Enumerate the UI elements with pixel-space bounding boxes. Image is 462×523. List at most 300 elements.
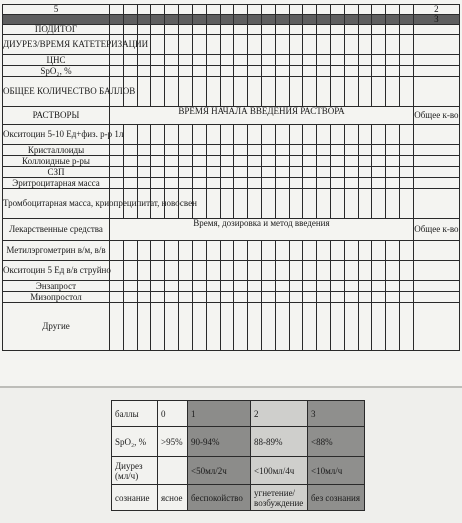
grid-cell[interactable] xyxy=(248,55,262,66)
grid-cell[interactable] xyxy=(110,145,124,156)
grid-cell[interactable] xyxy=(303,35,317,55)
grid-cell[interactable] xyxy=(137,145,151,156)
grid-cell[interactable] xyxy=(234,55,248,66)
grid-cell[interactable] xyxy=(179,292,193,303)
grid-cell[interactable] xyxy=(110,292,124,303)
grid-cell[interactable] xyxy=(317,261,331,281)
grid-cell[interactable] xyxy=(358,167,372,178)
grid-cell[interactable] xyxy=(289,25,303,35)
grid-cell[interactable] xyxy=(261,178,275,189)
grid-cell[interactable] xyxy=(358,145,372,156)
total-cell[interactable] xyxy=(413,189,459,219)
grid-cell[interactable] xyxy=(234,292,248,303)
grid-cell[interactable] xyxy=(317,55,331,66)
total-cell[interactable] xyxy=(413,167,459,178)
grid-cell[interactable] xyxy=(248,35,262,55)
total-cell[interactable] xyxy=(413,35,459,55)
grid-cell[interactable] xyxy=(123,25,137,35)
grid-cell[interactable] xyxy=(275,125,289,145)
grid-cell[interactable] xyxy=(303,241,317,261)
grid-cell[interactable] xyxy=(275,292,289,303)
grid-cell[interactable] xyxy=(358,55,372,66)
grid-cell[interactable] xyxy=(192,156,206,167)
grid-cell[interactable] xyxy=(234,281,248,292)
grid-cell[interactable] xyxy=(192,145,206,156)
grid-cell[interactable] xyxy=(275,55,289,66)
grid-cell[interactable] xyxy=(179,77,193,107)
grid-cell[interactable] xyxy=(303,178,317,189)
grid-cell[interactable] xyxy=(192,77,206,107)
grid-cell[interactable] xyxy=(386,35,400,55)
grid-cell[interactable] xyxy=(386,156,400,167)
grid-cell[interactable] xyxy=(206,241,220,261)
grid-cell[interactable] xyxy=(151,35,165,55)
grid-cell[interactable] xyxy=(179,281,193,292)
grid-cell[interactable] xyxy=(179,35,193,55)
grid-cell[interactable] xyxy=(165,35,179,55)
grid-cell[interactable] xyxy=(206,145,220,156)
grid-cell[interactable] xyxy=(123,145,137,156)
total-cell[interactable] xyxy=(413,303,459,351)
grid-cell[interactable] xyxy=(344,55,358,66)
grid-cell[interactable] xyxy=(303,189,317,219)
grid-cell[interactable] xyxy=(234,156,248,167)
grid-cell[interactable] xyxy=(123,55,137,66)
grid-cell[interactable] xyxy=(123,178,137,189)
grid-cell[interactable] xyxy=(372,66,386,77)
grid-cell[interactable] xyxy=(220,55,234,66)
grid-cell[interactable] xyxy=(344,178,358,189)
grid-cell[interactable] xyxy=(386,292,400,303)
grid-cell[interactable] xyxy=(317,77,331,107)
grid-cell[interactable] xyxy=(179,241,193,261)
grid-cell[interactable] xyxy=(165,167,179,178)
grid-cell[interactable] xyxy=(192,261,206,281)
grid-cell[interactable] xyxy=(372,35,386,55)
grid-cell[interactable] xyxy=(275,156,289,167)
grid-cell[interactable] xyxy=(206,156,220,167)
grid-cell[interactable] xyxy=(386,167,400,178)
grid-cell[interactable] xyxy=(234,77,248,107)
grid-cell[interactable] xyxy=(220,292,234,303)
grid-cell[interactable] xyxy=(234,241,248,261)
grid-cell[interactable] xyxy=(192,35,206,55)
grid-cell[interactable] xyxy=(192,125,206,145)
grid-cell[interactable] xyxy=(110,281,124,292)
grid-cell[interactable] xyxy=(179,167,193,178)
grid-cell[interactable] xyxy=(137,261,151,281)
grid-cell[interactable] xyxy=(289,35,303,55)
grid-cell[interactable] xyxy=(248,241,262,261)
grid-cell[interactable] xyxy=(358,77,372,107)
grid-cell[interactable] xyxy=(151,145,165,156)
grid-cell[interactable] xyxy=(317,35,331,55)
grid-cell[interactable] xyxy=(137,292,151,303)
grid-cell[interactable] xyxy=(400,145,414,156)
grid-cell[interactable] xyxy=(137,25,151,35)
grid-cell[interactable] xyxy=(206,55,220,66)
grid-cell[interactable] xyxy=(275,261,289,281)
grid-cell[interactable] xyxy=(192,292,206,303)
grid-cell[interactable] xyxy=(289,156,303,167)
grid-cell[interactable] xyxy=(275,77,289,107)
grid-cell[interactable] xyxy=(317,156,331,167)
grid-cell[interactable] xyxy=(179,145,193,156)
grid-cell[interactable] xyxy=(137,77,151,107)
grid-cell[interactable] xyxy=(386,125,400,145)
grid-cell[interactable] xyxy=(317,167,331,178)
grid-cell[interactable] xyxy=(344,125,358,145)
grid-cell[interactable] xyxy=(317,125,331,145)
grid-cell[interactable] xyxy=(151,55,165,66)
grid-cell[interactable] xyxy=(331,292,345,303)
grid-cell[interactable] xyxy=(248,189,262,219)
grid-cell[interactable] xyxy=(317,25,331,35)
grid-cell[interactable] xyxy=(220,189,234,219)
grid-cell[interactable] xyxy=(289,261,303,281)
grid-cell[interactable] xyxy=(261,167,275,178)
grid-cell[interactable] xyxy=(110,25,124,35)
grid-cell[interactable] xyxy=(400,303,414,351)
grid-cell[interactable] xyxy=(220,303,234,351)
grid-cell[interactable] xyxy=(179,25,193,35)
grid-cell[interactable] xyxy=(123,292,137,303)
grid-cell[interactable] xyxy=(123,125,137,145)
grid-cell[interactable] xyxy=(358,281,372,292)
grid-cell[interactable] xyxy=(400,261,414,281)
grid-cell[interactable] xyxy=(400,167,414,178)
grid-cell[interactable] xyxy=(331,178,345,189)
grid-cell[interactable] xyxy=(331,77,345,107)
grid-cell[interactable] xyxy=(165,178,179,189)
grid-cell[interactable] xyxy=(151,125,165,145)
grid-cell[interactable] xyxy=(331,66,345,77)
grid-cell[interactable] xyxy=(179,55,193,66)
grid-cell[interactable] xyxy=(317,241,331,261)
grid-cell[interactable] xyxy=(206,77,220,107)
grid-cell[interactable] xyxy=(110,303,124,351)
grid-cell[interactable] xyxy=(275,35,289,55)
grid-cell[interactable] xyxy=(220,178,234,189)
grid-cell[interactable] xyxy=(261,261,275,281)
grid-cell[interactable] xyxy=(303,167,317,178)
grid-cell[interactable] xyxy=(358,303,372,351)
grid-cell[interactable] xyxy=(331,25,345,35)
grid-cell[interactable] xyxy=(303,25,317,35)
grid-cell[interactable] xyxy=(289,167,303,178)
grid-cell[interactable] xyxy=(248,66,262,77)
grid-cell[interactable] xyxy=(248,178,262,189)
grid-cell[interactable] xyxy=(220,281,234,292)
grid-cell[interactable] xyxy=(261,55,275,66)
grid-cell[interactable] xyxy=(386,241,400,261)
grid-cell[interactable] xyxy=(386,77,400,107)
grid-cell[interactable] xyxy=(165,125,179,145)
grid-cell[interactable] xyxy=(261,292,275,303)
grid-cell[interactable] xyxy=(344,156,358,167)
grid-cell[interactable] xyxy=(192,25,206,35)
grid-cell[interactable] xyxy=(400,77,414,107)
grid-cell[interactable] xyxy=(220,241,234,261)
grid-cell[interactable] xyxy=(261,125,275,145)
total-cell[interactable] xyxy=(413,156,459,167)
grid-cell[interactable] xyxy=(248,261,262,281)
grid-cell[interactable] xyxy=(261,156,275,167)
grid-cell[interactable] xyxy=(400,66,414,77)
grid-cell[interactable] xyxy=(234,178,248,189)
grid-cell[interactable] xyxy=(261,25,275,35)
grid-cell[interactable] xyxy=(110,261,124,281)
grid-cell[interactable] xyxy=(275,241,289,261)
grid-cell[interactable] xyxy=(206,35,220,55)
grid-cell[interactable] xyxy=(289,125,303,145)
grid-cell[interactable] xyxy=(220,66,234,77)
grid-cell[interactable] xyxy=(344,261,358,281)
grid-cell[interactable] xyxy=(165,77,179,107)
grid-cell[interactable] xyxy=(151,281,165,292)
grid-cell[interactable] xyxy=(344,66,358,77)
grid-cell[interactable] xyxy=(358,35,372,55)
grid-cell[interactable] xyxy=(386,303,400,351)
grid-cell[interactable] xyxy=(317,189,331,219)
grid-cell[interactable] xyxy=(372,292,386,303)
grid-cell[interactable] xyxy=(289,303,303,351)
grid-cell[interactable] xyxy=(137,156,151,167)
grid-cell[interactable] xyxy=(372,241,386,261)
grid-cell[interactable] xyxy=(151,25,165,35)
grid-cell[interactable] xyxy=(192,303,206,351)
grid-cell[interactable] xyxy=(331,167,345,178)
grid-cell[interactable] xyxy=(344,303,358,351)
grid-cell[interactable] xyxy=(206,292,220,303)
grid-cell[interactable] xyxy=(331,145,345,156)
grid-cell[interactable] xyxy=(165,241,179,261)
grid-cell[interactable] xyxy=(303,281,317,292)
grid-cell[interactable] xyxy=(220,156,234,167)
grid-cell[interactable] xyxy=(179,66,193,77)
grid-cell[interactable] xyxy=(248,303,262,351)
grid-cell[interactable] xyxy=(234,35,248,55)
grid-cell[interactable] xyxy=(206,125,220,145)
grid-cell[interactable] xyxy=(179,125,193,145)
grid-cell[interactable] xyxy=(275,25,289,35)
grid-cell[interactable] xyxy=(289,77,303,107)
grid-cell[interactable] xyxy=(289,189,303,219)
grid-cell[interactable] xyxy=(331,156,345,167)
grid-cell[interactable] xyxy=(344,292,358,303)
grid-cell[interactable] xyxy=(151,156,165,167)
grid-cell[interactable] xyxy=(206,178,220,189)
grid-cell[interactable] xyxy=(400,241,414,261)
grid-cell[interactable] xyxy=(331,55,345,66)
grid-cell[interactable] xyxy=(110,167,124,178)
grid-cell[interactable] xyxy=(303,66,317,77)
grid-cell[interactable] xyxy=(317,281,331,292)
grid-cell[interactable] xyxy=(137,241,151,261)
grid-cell[interactable] xyxy=(317,66,331,77)
grid-cell[interactable] xyxy=(248,292,262,303)
grid-cell[interactable] xyxy=(220,125,234,145)
grid-cell[interactable] xyxy=(151,77,165,107)
grid-cell[interactable] xyxy=(151,167,165,178)
grid-cell[interactable] xyxy=(372,25,386,35)
grid-cell[interactable] xyxy=(372,261,386,281)
grid-cell[interactable] xyxy=(123,281,137,292)
grid-cell[interactable] xyxy=(248,25,262,35)
grid-cell[interactable] xyxy=(192,281,206,292)
grid-cell[interactable] xyxy=(220,25,234,35)
grid-cell[interactable] xyxy=(358,125,372,145)
grid-cell[interactable] xyxy=(400,156,414,167)
grid-cell[interactable] xyxy=(386,178,400,189)
grid-cell[interactable] xyxy=(386,281,400,292)
grid-cell[interactable] xyxy=(303,156,317,167)
grid-cell[interactable] xyxy=(289,292,303,303)
grid-cell[interactable] xyxy=(303,55,317,66)
grid-cell[interactable] xyxy=(331,281,345,292)
grid-cell[interactable] xyxy=(358,66,372,77)
grid-cell[interactable] xyxy=(165,66,179,77)
grid-cell[interactable] xyxy=(344,189,358,219)
grid-cell[interactable] xyxy=(400,125,414,145)
grid-cell[interactable] xyxy=(137,281,151,292)
grid-cell[interactable] xyxy=(275,178,289,189)
grid-cell[interactable] xyxy=(206,189,220,219)
grid-cell[interactable] xyxy=(137,55,151,66)
grid-cell[interactable] xyxy=(344,77,358,107)
total-cell[interactable] xyxy=(413,178,459,189)
grid-cell[interactable] xyxy=(289,178,303,189)
grid-cell[interactable] xyxy=(275,189,289,219)
grid-cell[interactable] xyxy=(275,281,289,292)
grid-cell[interactable] xyxy=(289,281,303,292)
grid-cell[interactable] xyxy=(248,167,262,178)
grid-cell[interactable] xyxy=(234,189,248,219)
grid-cell[interactable] xyxy=(234,167,248,178)
grid-cell[interactable] xyxy=(234,145,248,156)
grid-cell[interactable] xyxy=(165,145,179,156)
grid-cell[interactable] xyxy=(289,66,303,77)
grid-cell[interactable] xyxy=(234,66,248,77)
grid-cell[interactable] xyxy=(372,303,386,351)
grid-cell[interactable] xyxy=(248,281,262,292)
grid-cell[interactable] xyxy=(151,261,165,281)
grid-cell[interactable] xyxy=(303,125,317,145)
grid-cell[interactable] xyxy=(331,35,345,55)
grid-cell[interactable] xyxy=(331,261,345,281)
grid-cell[interactable] xyxy=(151,292,165,303)
grid-cell[interactable] xyxy=(303,303,317,351)
grid-cell[interactable] xyxy=(372,156,386,167)
grid-cell[interactable] xyxy=(165,156,179,167)
total-cell[interactable] xyxy=(413,281,459,292)
grid-cell[interactable] xyxy=(317,303,331,351)
grid-cell[interactable] xyxy=(248,125,262,145)
grid-cell[interactable] xyxy=(275,303,289,351)
grid-cell[interactable] xyxy=(151,303,165,351)
grid-cell[interactable] xyxy=(110,55,124,66)
grid-cell[interactable] xyxy=(220,35,234,55)
grid-cell[interactable] xyxy=(386,145,400,156)
grid-cell[interactable] xyxy=(261,281,275,292)
grid-cell[interactable] xyxy=(137,125,151,145)
grid-cell[interactable] xyxy=(137,66,151,77)
grid-cell[interactable] xyxy=(289,241,303,261)
grid-cell[interactable] xyxy=(165,25,179,35)
grid-cell[interactable] xyxy=(400,281,414,292)
grid-cell[interactable] xyxy=(165,303,179,351)
grid-cell[interactable] xyxy=(110,178,124,189)
grid-cell[interactable] xyxy=(261,241,275,261)
grid-cell[interactable] xyxy=(275,66,289,77)
grid-cell[interactable] xyxy=(261,66,275,77)
grid-cell[interactable] xyxy=(123,66,137,77)
grid-cell[interactable] xyxy=(372,125,386,145)
grid-cell[interactable] xyxy=(206,66,220,77)
grid-cell[interactable] xyxy=(358,189,372,219)
grid-cell[interactable] xyxy=(137,167,151,178)
grid-cell[interactable] xyxy=(220,167,234,178)
grid-cell[interactable] xyxy=(289,145,303,156)
total-cell[interactable] xyxy=(413,145,459,156)
grid-cell[interactable] xyxy=(110,66,124,77)
grid-cell[interactable] xyxy=(151,241,165,261)
grid-cell[interactable] xyxy=(206,167,220,178)
grid-cell[interactable] xyxy=(372,281,386,292)
grid-cell[interactable] xyxy=(206,303,220,351)
grid-cell[interactable] xyxy=(400,25,414,35)
grid-cell[interactable] xyxy=(400,178,414,189)
grid-cell[interactable] xyxy=(289,55,303,66)
grid-cell[interactable] xyxy=(358,25,372,35)
grid-cell[interactable] xyxy=(358,178,372,189)
grid-cell[interactable] xyxy=(344,241,358,261)
grid-cell[interactable] xyxy=(303,261,317,281)
grid-cell[interactable] xyxy=(331,303,345,351)
grid-cell[interactable] xyxy=(165,55,179,66)
grid-cell[interactable] xyxy=(372,145,386,156)
grid-cell[interactable] xyxy=(317,292,331,303)
grid-cell[interactable] xyxy=(358,156,372,167)
grid-cell[interactable] xyxy=(123,156,137,167)
grid-cell[interactable] xyxy=(358,292,372,303)
grid-cell[interactable] xyxy=(206,25,220,35)
grid-cell[interactable] xyxy=(234,25,248,35)
grid-cell[interactable] xyxy=(179,156,193,167)
grid-cell[interactable] xyxy=(165,281,179,292)
grid-cell[interactable] xyxy=(372,55,386,66)
grid-cell[interactable] xyxy=(179,303,193,351)
grid-cell[interactable] xyxy=(386,261,400,281)
total-cell[interactable] xyxy=(413,77,459,107)
grid-cell[interactable] xyxy=(303,145,317,156)
total-cell[interactable] xyxy=(413,241,459,261)
grid-cell[interactable] xyxy=(220,145,234,156)
grid-cell[interactable] xyxy=(220,77,234,107)
grid-cell[interactable] xyxy=(192,167,206,178)
grid-cell[interactable] xyxy=(331,241,345,261)
grid-cell[interactable] xyxy=(386,189,400,219)
grid-cell[interactable] xyxy=(372,77,386,107)
grid-cell[interactable] xyxy=(206,261,220,281)
grid-cell[interactable] xyxy=(400,189,414,219)
grid-cell[interactable] xyxy=(110,156,124,167)
grid-cell[interactable] xyxy=(248,145,262,156)
grid-cell[interactable] xyxy=(400,292,414,303)
grid-cell[interactable] xyxy=(123,261,137,281)
grid-cell[interactable] xyxy=(137,303,151,351)
grid-cell[interactable] xyxy=(179,178,193,189)
